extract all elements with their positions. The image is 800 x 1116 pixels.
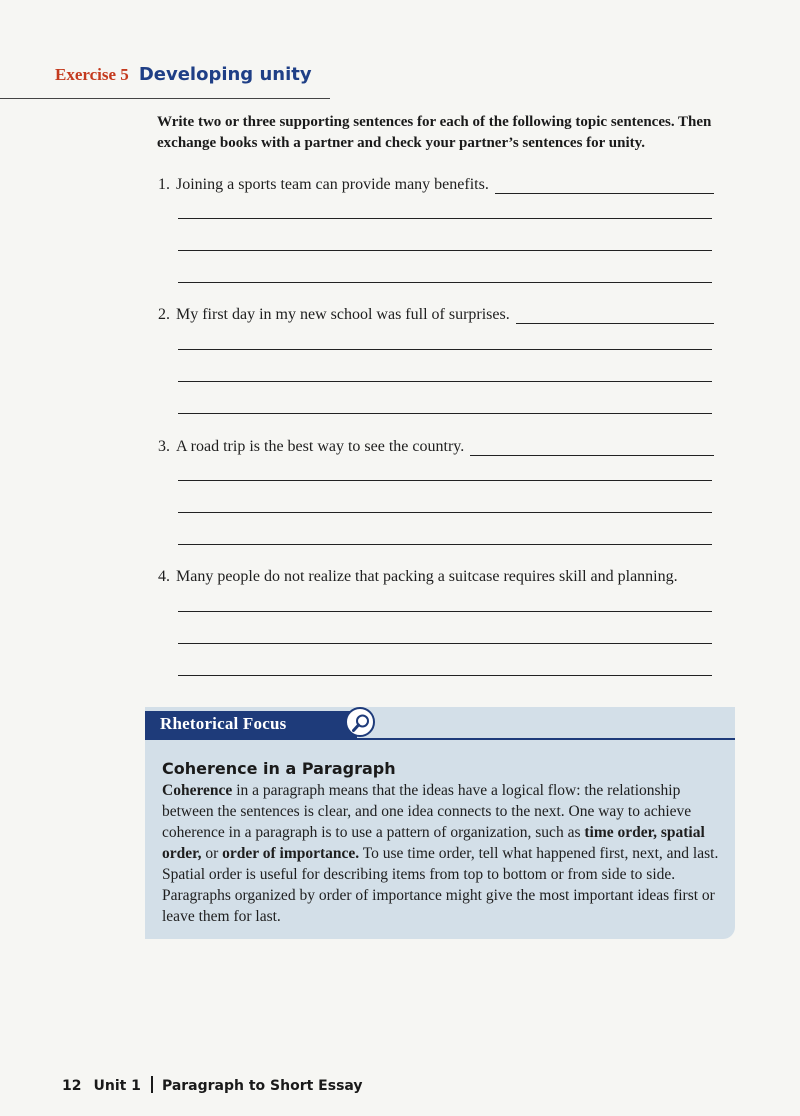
focus-paragraph (162, 780, 720, 927)
paragraph-text: in a paragraph means that the ideas have a logical flow: the relationship between the sentences is clear, and one idea connects to the next. One way to achieve coherence in a paragraph is to use a pattern of organization, such as (162, 782, 692, 841)
answer-line[interactable] (178, 282, 712, 283)
term-orders: time order, spatial order, (162, 824, 705, 862)
exercise-number: Exercise 5 (55, 65, 129, 84)
focus-heading: Coherence in a Paragraph (162, 759, 396, 778)
answer-line[interactable] (178, 512, 712, 513)
exercise-instructions: Write two or three supporting sentences for each of the following topic sentences. Then exchange books with a partner and check your partner’s sentences for unity. (157, 114, 712, 151)
answer-line[interactable] (495, 177, 714, 194)
term-coherence: Coherence (162, 782, 233, 799)
answer-line[interactable] (178, 643, 712, 644)
answer-line[interactable] (470, 439, 714, 456)
answer-line[interactable] (178, 675, 712, 676)
answer-line[interactable] (178, 480, 712, 481)
list-item (158, 434, 714, 456)
answer-line[interactable] (178, 349, 712, 350)
section-title: Paragraph to Short Essay (161, 1078, 363, 1094)
list-item (158, 302, 714, 324)
item-text: Many people do not realize that packing a suitcase requires skill and planning. (176, 568, 678, 585)
paragraph-text: To use time order, tell what happened first, next, and last. Spatial order is useful for describing items from top to bottom or from side to side. Paragraphs organized by order of importance might give the most important ideas first or leave them for last. (162, 845, 719, 925)
exercise-title: Developing unity (138, 64, 312, 85)
paragraph-text: or (201, 845, 223, 862)
item-text: My first day in my new school was full of surprises. (176, 306, 510, 323)
answer-line[interactable] (516, 307, 714, 324)
banner-rule (145, 738, 735, 740)
answer-line[interactable] (178, 413, 712, 414)
item-number: 2. (158, 306, 170, 323)
answer-line[interactable] (178, 544, 712, 545)
rhetorical-focus-label: Rhetorical Focus (160, 714, 287, 733)
page-footer (62, 1076, 363, 1094)
item-text: Joining a sports team can provide many benefits. (176, 176, 489, 193)
page-number: 12 (62, 1078, 82, 1094)
item-number: 4. (158, 568, 170, 585)
item-number: 3. (158, 438, 170, 455)
list-item (158, 564, 714, 586)
answer-line[interactable] (178, 381, 712, 382)
item-number: 1. (158, 176, 170, 193)
term-importance: order of importance. (222, 845, 360, 862)
item-text: A road trip is the best way to see the country. (176, 438, 465, 455)
footer-divider (151, 1076, 153, 1093)
answer-line[interactable] (178, 250, 712, 251)
list-item (158, 172, 714, 194)
answer-line[interactable] (178, 611, 712, 612)
magnifier-icon (345, 707, 375, 737)
unit-label: Unit 1 (93, 1078, 141, 1094)
exercise-header (55, 64, 312, 85)
answer-line[interactable] (178, 218, 712, 219)
exercise-rule (0, 98, 330, 99)
